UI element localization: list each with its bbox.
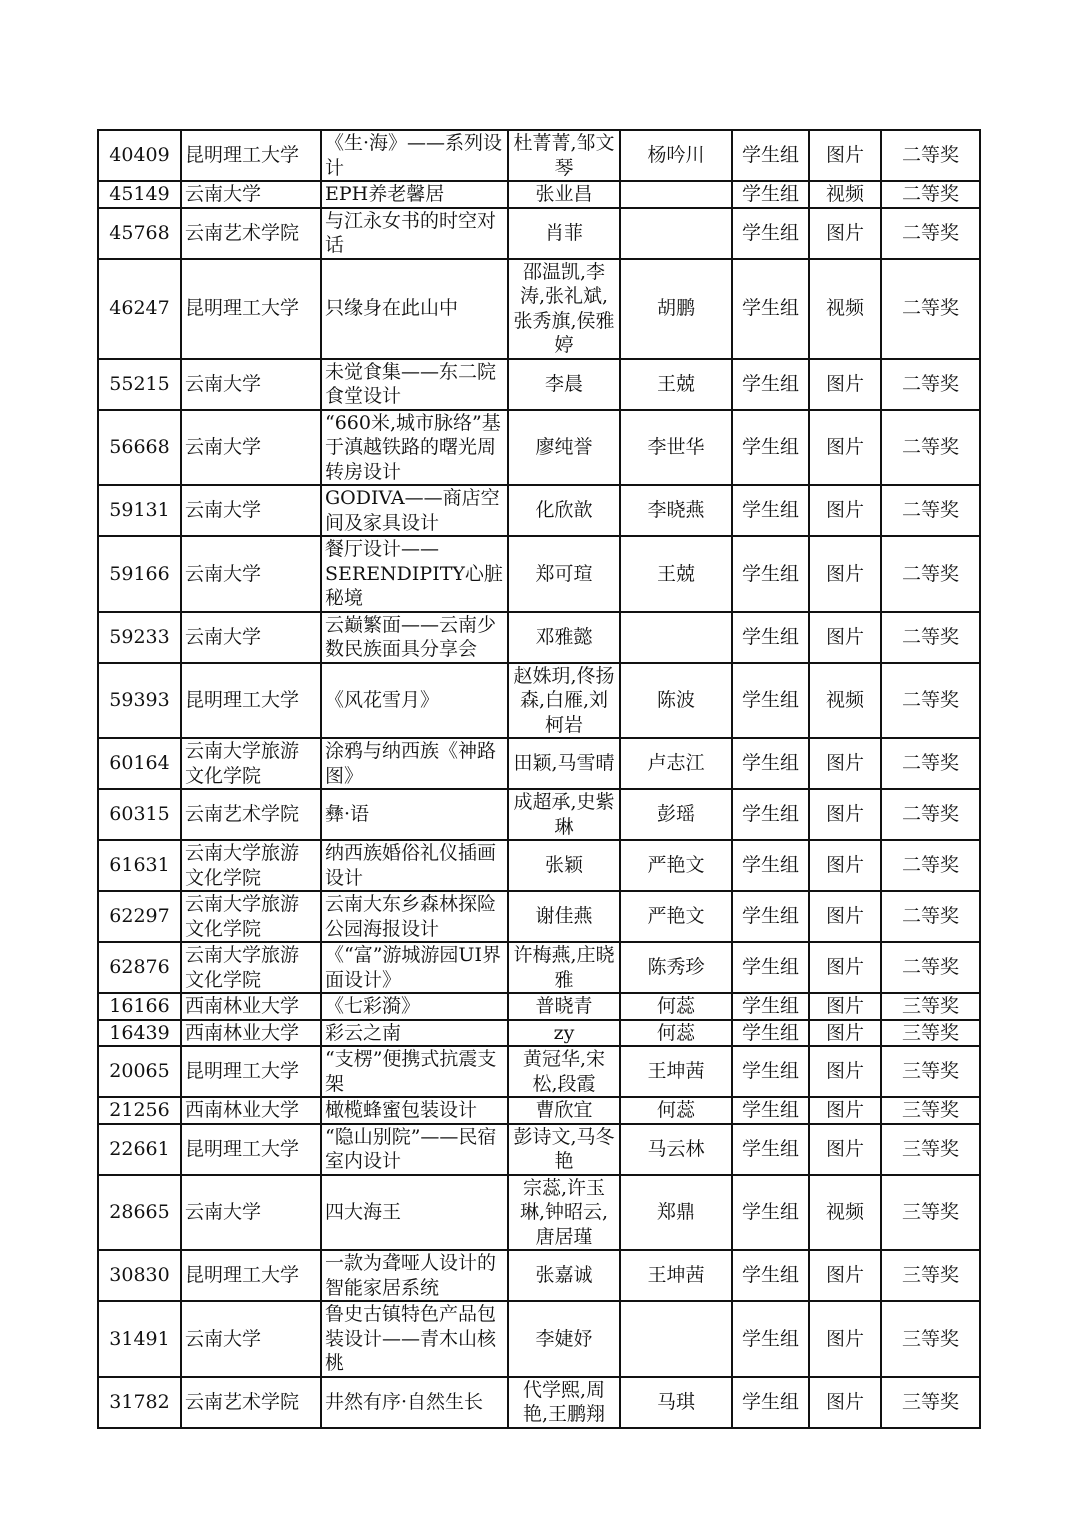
entry-id-cell: 21256 [98, 1097, 181, 1124]
group-cell: 学生组 [732, 840, 809, 891]
work-title-cell: 云南大东乡森林探险公园海报设计 [321, 891, 508, 942]
school-cell: 云南大学 [181, 536, 321, 612]
school-cell: 昆明理工大学 [181, 663, 321, 739]
award-cell: 三等奖 [881, 1377, 980, 1428]
media-type-cell: 图片 [809, 942, 881, 993]
group-cell: 学生组 [732, 130, 809, 181]
entry-id-cell: 31491 [98, 1301, 181, 1377]
media-type-cell: 视频 [809, 181, 881, 208]
advisor-cell: 严艳文 [620, 891, 732, 942]
school-cell: 西南林业大学 [181, 993, 321, 1020]
work-title-cell: 只缘身在此山中 [321, 259, 508, 359]
award-cell: 三等奖 [881, 993, 980, 1020]
authors-cell: 曹欣宜 [508, 1097, 620, 1124]
school-cell: 云南大学 [181, 410, 321, 486]
work-title-cell: 《风花雪月》 [321, 663, 508, 739]
award-cell: 二等奖 [881, 410, 980, 486]
award-cell: 三等奖 [881, 1124, 980, 1175]
work-title-cell: “660米,城市脉络”基于滇越铁路的曙光周转房设计 [321, 410, 508, 486]
award-cell: 二等奖 [881, 181, 980, 208]
work-title-cell: 餐厅设计——SERENDIPITY心脏秘境 [321, 536, 508, 612]
table-row [98, 130, 980, 181]
work-title-cell: 与江永女书的时空对话 [321, 208, 508, 259]
table-row [98, 359, 980, 410]
entry-id-cell: 59233 [98, 612, 181, 663]
advisor-cell: 王兢 [620, 536, 732, 612]
advisor-cell: 马云林 [620, 1124, 732, 1175]
media-type-cell: 图片 [809, 485, 881, 536]
award-cell: 二等奖 [881, 612, 980, 663]
media-type-cell: 图片 [809, 1097, 881, 1124]
table-row [98, 1124, 980, 1175]
work-title-cell: 未觉食集——东二院食堂设计 [321, 359, 508, 410]
group-cell: 学生组 [732, 1250, 809, 1301]
award-cell: 二等奖 [881, 942, 980, 993]
work-title-cell: 橄榄蜂蜜包装设计 [321, 1097, 508, 1124]
advisor-cell: 何蕊 [620, 1097, 732, 1124]
media-type-cell: 图片 [809, 130, 881, 181]
school-cell: 西南林业大学 [181, 1020, 321, 1047]
award-cell: 三等奖 [881, 1097, 980, 1124]
authors-cell: 郑可瑄 [508, 536, 620, 612]
table-row [98, 789, 980, 840]
authors-cell: 张业昌 [508, 181, 620, 208]
authors-cell: 邓雅懿 [508, 612, 620, 663]
work-title-cell: EPH养老馨居 [321, 181, 508, 208]
school-cell: 昆明理工大学 [181, 1046, 321, 1097]
media-type-cell: 视频 [809, 1175, 881, 1251]
table-row [98, 942, 980, 993]
entry-id-cell: 30830 [98, 1250, 181, 1301]
table-row [98, 1377, 980, 1428]
authors-cell: 李婕妤 [508, 1301, 620, 1377]
authors-cell: 谢佳燕 [508, 891, 620, 942]
work-title-cell: 云巅繁面——云南少数民族面具分享会 [321, 612, 508, 663]
advisor-cell: 陈波 [620, 663, 732, 739]
award-cell: 三等奖 [881, 1301, 980, 1377]
media-type-cell: 图片 [809, 1250, 881, 1301]
advisor-cell [620, 181, 732, 208]
authors-cell: 成超承,史紫琳 [508, 789, 620, 840]
award-cell: 二等奖 [881, 840, 980, 891]
award-cell: 三等奖 [881, 1020, 980, 1047]
media-type-cell: 图片 [809, 993, 881, 1020]
table-row [98, 485, 980, 536]
authors-cell: 肖菲 [508, 208, 620, 259]
advisor-cell: 彭瑶 [620, 789, 732, 840]
school-cell: 云南大学 [181, 612, 321, 663]
award-cell: 二等奖 [881, 130, 980, 181]
school-cell: 昆明理工大学 [181, 259, 321, 359]
media-type-cell: 图片 [809, 789, 881, 840]
advisor-cell: 何蕊 [620, 1020, 732, 1047]
group-cell: 学生组 [732, 1175, 809, 1251]
school-cell: 云南大学 [181, 1175, 321, 1251]
work-title-cell: 《七彩漪》 [321, 993, 508, 1020]
advisor-cell: 何蕊 [620, 993, 732, 1020]
school-cell: 云南大学旅游文化学院 [181, 738, 321, 789]
authors-cell: 李晨 [508, 359, 620, 410]
entry-id-cell: 20065 [98, 1046, 181, 1097]
media-type-cell: 图片 [809, 410, 881, 486]
authors-cell: 化欣歆 [508, 485, 620, 536]
school-cell: 云南艺术学院 [181, 1377, 321, 1428]
school-cell: 云南大学 [181, 1301, 321, 1377]
school-cell: 云南大学 [181, 359, 321, 410]
group-cell: 学生组 [732, 208, 809, 259]
entry-id-cell: 60164 [98, 738, 181, 789]
table-row [98, 738, 980, 789]
award-cell: 三等奖 [881, 1175, 980, 1251]
group-cell: 学生组 [732, 1020, 809, 1047]
work-title-cell: “隐山别院”——民宿室内设计 [321, 1124, 508, 1175]
work-title-cell: 彝·语 [321, 789, 508, 840]
school-cell: 云南大学旅游文化学院 [181, 942, 321, 993]
entry-id-cell: 16439 [98, 1020, 181, 1047]
work-title-cell: 四大海王 [321, 1175, 508, 1251]
school-cell: 云南大学旅游文化学院 [181, 840, 321, 891]
group-cell: 学生组 [732, 1046, 809, 1097]
advisor-cell: 马琪 [620, 1377, 732, 1428]
media-type-cell: 图片 [809, 1046, 881, 1097]
authors-cell: 赵姝玥,佟扬森,白雁,刘柯岩 [508, 663, 620, 739]
group-cell: 学生组 [732, 485, 809, 536]
work-title-cell: 纳西族婚俗礼仪插画设计 [321, 840, 508, 891]
authors-cell: 邵温凯,李涛,张礼斌,张秀旗,侯雅婷 [508, 259, 620, 359]
table-row [98, 1097, 980, 1124]
school-cell: 云南大学 [181, 485, 321, 536]
authors-cell: 杜菁菁,邹文琴 [508, 130, 620, 181]
entry-id-cell: 56668 [98, 410, 181, 486]
work-title-cell: GODIVA——商店空间及家具设计 [321, 485, 508, 536]
award-cell: 二等奖 [881, 208, 980, 259]
group-cell: 学生组 [732, 891, 809, 942]
school-cell: 昆明理工大学 [181, 1250, 321, 1301]
entry-id-cell: 16166 [98, 993, 181, 1020]
award-table [97, 129, 981, 1429]
entry-id-cell: 55215 [98, 359, 181, 410]
entry-id-cell: 22661 [98, 1124, 181, 1175]
award-cell: 二等奖 [881, 536, 980, 612]
authors-cell: 廖纯誉 [508, 410, 620, 486]
group-cell: 学生组 [732, 612, 809, 663]
table-row [98, 536, 980, 612]
group-cell: 学生组 [732, 942, 809, 993]
group-cell: 学生组 [732, 738, 809, 789]
table-row [98, 1250, 980, 1301]
group-cell: 学生组 [732, 359, 809, 410]
media-type-cell: 视频 [809, 663, 881, 739]
entry-id-cell: 46247 [98, 259, 181, 359]
award-cell: 二等奖 [881, 738, 980, 789]
group-cell: 学生组 [732, 536, 809, 612]
group-cell: 学生组 [732, 1301, 809, 1377]
entry-id-cell: 62876 [98, 942, 181, 993]
work-title-cell: 一款为聋哑人设计的智能家居系统 [321, 1250, 508, 1301]
advisor-cell: 杨吟川 [620, 130, 732, 181]
advisor-cell: 胡鹏 [620, 259, 732, 359]
table-row [98, 1301, 980, 1377]
authors-cell: 张颖 [508, 840, 620, 891]
media-type-cell: 图片 [809, 1301, 881, 1377]
award-cell: 三等奖 [881, 1250, 980, 1301]
table-row [98, 410, 980, 486]
school-cell: 云南艺术学院 [181, 208, 321, 259]
authors-cell: 张嘉诚 [508, 1250, 620, 1301]
media-type-cell: 图片 [809, 359, 881, 410]
authors-cell: 宗蕊,许玉琳,钟昭云,唐居瑾 [508, 1175, 620, 1251]
work-title-cell: 《生·海》——系列设计 [321, 130, 508, 181]
entry-id-cell: 59393 [98, 663, 181, 739]
work-title-cell: 鲁史古镇特色产品包装设计——青木山核桃 [321, 1301, 508, 1377]
authors-cell: 代学熙,周艳,王鹏翔 [508, 1377, 620, 1428]
entry-id-cell: 62297 [98, 891, 181, 942]
entry-id-cell: 45149 [98, 181, 181, 208]
school-cell: 西南林业大学 [181, 1097, 321, 1124]
advisor-cell: 卢志江 [620, 738, 732, 789]
award-cell: 二等奖 [881, 789, 980, 840]
work-title-cell: 《“富”游城游园UI界面设计》 [321, 942, 508, 993]
advisor-cell: 严艳文 [620, 840, 732, 891]
group-cell: 学生组 [732, 789, 809, 840]
table-row [98, 1020, 980, 1047]
authors-cell: 田颖,马雪晴 [508, 738, 620, 789]
school-cell: 云南大学旅游文化学院 [181, 891, 321, 942]
table-row [98, 181, 980, 208]
authors-cell: 彭诗文,马冬艳 [508, 1124, 620, 1175]
authors-cell: 黄冠华,宋松,段霞 [508, 1046, 620, 1097]
advisor-cell: 王坤茜 [620, 1250, 732, 1301]
entry-id-cell: 31782 [98, 1377, 181, 1428]
advisor-cell [620, 1301, 732, 1377]
group-cell: 学生组 [732, 410, 809, 486]
advisor-cell: 李晓燕 [620, 485, 732, 536]
table-row [98, 993, 980, 1020]
group-cell: 学生组 [732, 259, 809, 359]
entry-id-cell: 60315 [98, 789, 181, 840]
media-type-cell: 图片 [809, 891, 881, 942]
media-type-cell: 图片 [809, 1124, 881, 1175]
entry-id-cell: 40409 [98, 130, 181, 181]
table-row [98, 612, 980, 663]
group-cell: 学生组 [732, 1124, 809, 1175]
entry-id-cell: 28665 [98, 1175, 181, 1251]
table-row [98, 1046, 980, 1097]
table-row [98, 208, 980, 259]
entry-id-cell: 61631 [98, 840, 181, 891]
advisor-cell: 王兢 [620, 359, 732, 410]
media-type-cell: 图片 [809, 840, 881, 891]
table-body [98, 130, 980, 1428]
entry-id-cell: 59131 [98, 485, 181, 536]
entry-id-cell: 45768 [98, 208, 181, 259]
award-cell: 二等奖 [881, 259, 980, 359]
authors-cell: 许梅燕,庄晓雅 [508, 942, 620, 993]
media-type-cell: 视频 [809, 259, 881, 359]
table-row [98, 1175, 980, 1251]
authors-cell: zy [508, 1020, 620, 1047]
award-cell: 二等奖 [881, 359, 980, 410]
media-type-cell: 图片 [809, 612, 881, 663]
authors-cell: 普晓青 [508, 993, 620, 1020]
work-title-cell: 涂鸦与纳西族《神路图》 [321, 738, 508, 789]
group-cell: 学生组 [732, 181, 809, 208]
media-type-cell: 图片 [809, 208, 881, 259]
entry-id-cell: 59166 [98, 536, 181, 612]
advisor-cell: 王坤茜 [620, 1046, 732, 1097]
media-type-cell: 图片 [809, 536, 881, 612]
school-cell: 昆明理工大学 [181, 1124, 321, 1175]
advisor-cell [620, 208, 732, 259]
table-row [98, 840, 980, 891]
group-cell: 学生组 [732, 1097, 809, 1124]
work-title-cell: 井然有序·自然生长 [321, 1377, 508, 1428]
advisor-cell: 陈秀珍 [620, 942, 732, 993]
media-type-cell: 图片 [809, 738, 881, 789]
table-row [98, 891, 980, 942]
advisor-cell [620, 612, 732, 663]
table-row [98, 259, 980, 359]
award-cell: 二等奖 [881, 891, 980, 942]
group-cell: 学生组 [732, 1377, 809, 1428]
advisor-cell: 郑鼎 [620, 1175, 732, 1251]
award-cell: 二等奖 [881, 485, 980, 536]
work-title-cell: “支楞”便携式抗震支架 [321, 1046, 508, 1097]
table-row [98, 663, 980, 739]
media-type-cell: 图片 [809, 1377, 881, 1428]
school-cell: 云南大学 [181, 181, 321, 208]
group-cell: 学生组 [732, 993, 809, 1020]
award-cell: 三等奖 [881, 1046, 980, 1097]
group-cell: 学生组 [732, 663, 809, 739]
media-type-cell: 图片 [809, 1020, 881, 1047]
school-cell: 云南艺术学院 [181, 789, 321, 840]
award-cell: 二等奖 [881, 663, 980, 739]
advisor-cell: 李世华 [620, 410, 732, 486]
work-title-cell: 彩云之南 [321, 1020, 508, 1047]
school-cell: 昆明理工大学 [181, 130, 321, 181]
